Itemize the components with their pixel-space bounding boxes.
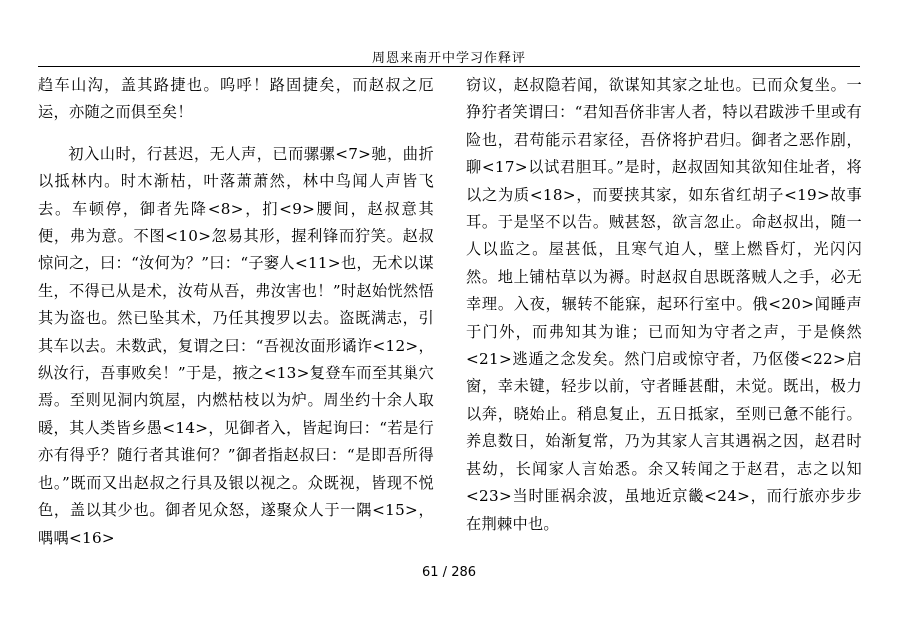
- right-text-column: [466, 72, 862, 538]
- page-header: [0, 47, 898, 66]
- page-number: [0, 565, 898, 580]
- paragraph: 初入山时，行甚迟，无人声，已而骡骡<7>驰，曲折以抵林内。时木渐枯，叶落萧萧然，林中鸟闻人声皆飞去。车顿停，御者先降<8>，扪<9>腰间，赵叔意其便，弗为意。不图<10>忽易其形，握利锋而狞笑。赵叔惊问之，曰：“汝何为？”曰：“子窭人<11>也，无术以谋生，不得已从是术，汝苟从吾，弗汝害也！”时赵始恍然悟其为盗也。然已坠其术，乃任其搜罗以去。盗既满志，引其车以去。未数武，复谓之曰：“吾视汝面形谲诈<12>，纵汝行，吾事败矣！”于是，掖之<13>复登车而至其巢穴焉。至则见洞内筑屋，内燃枯枝以为炉。周坐约十余人取暖，其人类皆乡愚<14>，见御者入，皆起询曰：“若是行亦有得乎？随行者其谁何？”御者指赵叔曰：“是即吾所得也。”既而又出赵叔之行具及银以视之。众既视，皆现不悦色，盖以其少也。御者见众怒，遂聚众人于一隅<15>，喁喁<16>: [38, 144, 434, 547]
- page-title: 周恩来南开中学习作释评: [371, 51, 526, 66]
- left-text-column: [38, 72, 434, 552]
- paragraph-continued: 窃议，赵叔隐若闻，欲谋知其家之址也。已而众复坐。一狰狞者笑谓曰：“君知吾侪非害人者，特以君跋涉千里或有险也，君苟能示君家径，吾侪将护君归。御者之恶作剧，聊<17>以试君胆耳。”是时，赵叔固知其欲知住址者，将以之为质<18>，而要挟其家，如东省红胡子<19>故事耳。于是坚不以告。贼甚怒，欲言忽止。命赵叔出，随一人以监之。屋甚低，且寒气迫人，壁上燃昏灯，光闪闪然。地上铺枯草以为褥。时赵叔自思既落贼人之手，必无幸理。入夜，辗转不能寐，起环行室中。俄<20>闻睡声于门外，而弗知其为谁；已而知为守者之声，于是倏然<21>逃遁之念发矣。然门启或惊守者，乃伛偻<22>启窗，幸未键，轻步以前，守者睡甚酣，未觉。既出，极力以奔，晓始止。稍息复止，五日抵家，至则已惫不能行。养息数日，始渐复常，乃为其家人言其遇祸之因，赵君时甚幼，长闻家人言始悉。余又转闻之于赵君，志之以知<23>当时匪祸余波，虽地近京畿<24>，而行旅亦步步在荆棘中也。: [466, 76, 862, 533]
- page-separator: /: [442, 565, 448, 580]
- page-current: 61: [421, 565, 439, 580]
- page-total: 286: [451, 565, 477, 580]
- header-divider: [38, 66, 860, 67]
- paragraph-continued: 趋车山沟，盖其路捷也。呜呼！路固捷矣，而赵叔之厄运，亦随之而俱至矣！: [38, 76, 434, 122]
